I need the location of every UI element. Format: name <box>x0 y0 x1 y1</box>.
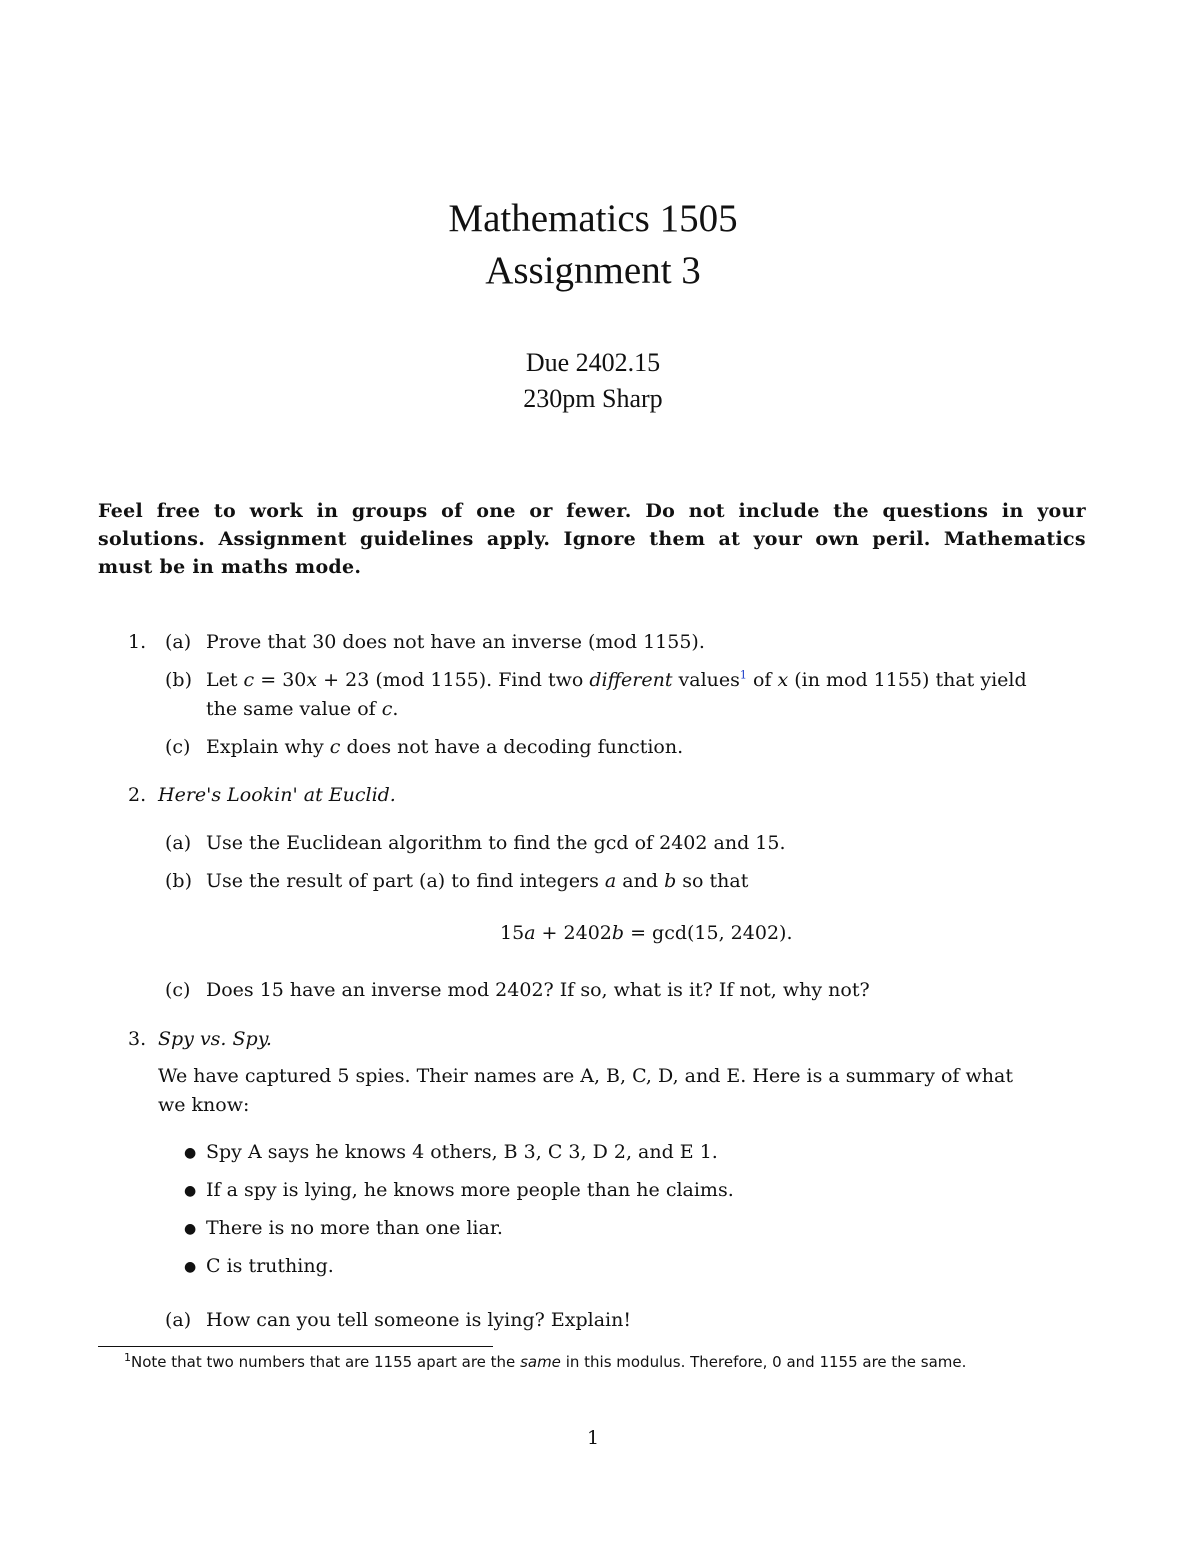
text-run: + 23 (mod 1155). Find two <box>317 669 590 691</box>
footnote-marker[interactable]: 1 <box>739 668 747 682</box>
text-run: Use the result of part (a) to find integers <box>206 870 605 892</box>
due-time: 230pm Sharp <box>523 384 663 413</box>
text-run: (in mod 1155) that yield <box>788 669 1027 691</box>
q3-bullet: Spy A says he knows 4 others, B 3, C 3, D 2, and E 1. <box>206 1141 718 1163</box>
q2-part-b-text <box>206 870 748 892</box>
text-run: Let <box>206 669 244 691</box>
q1-part-b-line-1 <box>206 669 1027 691</box>
instructions-line-3: must be in maths mode. <box>98 556 362 578</box>
question-number: 2. <box>128 784 147 806</box>
q3-bullet: There is no more than one liar. <box>206 1217 503 1239</box>
variable-a: a <box>524 922 536 944</box>
instruction-word: one <box>476 500 516 522</box>
instruction-word: peril. <box>872 528 931 550</box>
text-run: does not have a decoding function. <box>340 736 684 758</box>
variable-b: b <box>611 922 625 944</box>
q2-part-a-text: Use the Euclidean algorithm to find the gcd of 2402 and 15. <box>206 832 786 854</box>
text-run: Explain why <box>206 736 330 758</box>
q3-intro-line-1: We have captured 5 spies. Their names are A, B, C, D, and E. Here is a summary of what <box>158 1065 1013 1087</box>
page-number: 1 <box>586 1427 600 1449</box>
part-label: (a) <box>165 1309 192 1331</box>
bullet-marker: ● <box>184 1221 197 1237</box>
text-run: + 2402 <box>535 922 612 944</box>
text-run: = gcd(15, 2402). <box>624 922 793 944</box>
part-label: (b) <box>165 870 192 892</box>
q3-bullet: If a spy is lying, he knows more people than he claims. <box>206 1179 734 1201</box>
footnote-number: 1 <box>124 1351 131 1364</box>
part-label: (a) <box>165 832 192 854</box>
q3-bullet: C is truthing. <box>206 1255 334 1277</box>
instruction-word: solutions. <box>98 528 206 550</box>
instruction-word: Feel <box>98 500 144 522</box>
document-title: Mathematics 1505 <box>448 197 738 240</box>
instruction-word: your <box>753 528 803 550</box>
variable-c: c <box>329 736 341 758</box>
q1-part-a-text: Prove that 30 does not have an inverse (mod 1155). <box>206 631 705 653</box>
text-run: of <box>746 669 778 691</box>
text-run: Note that two numbers that are 1155 apart are the <box>131 1353 521 1371</box>
emphasis-different: different <box>589 669 673 691</box>
instructions-line-1 <box>98 500 1086 522</box>
text-run: the same value of <box>206 698 382 720</box>
instruction-word: them <box>649 528 706 550</box>
text-run: and <box>616 870 665 892</box>
instruction-word: Mathematics <box>943 528 1086 550</box>
instruction-word: Ignore <box>563 528 637 550</box>
text-run: so that <box>676 870 749 892</box>
q1-part-c-text <box>206 736 683 758</box>
question-number: 1. <box>128 631 147 653</box>
instruction-word: not <box>688 500 725 522</box>
bullet-marker: ● <box>184 1259 197 1275</box>
instruction-word: guidelines <box>359 528 474 550</box>
q3-title: Spy vs. Spy. <box>158 1028 272 1050</box>
document-subtitle: Assignment 3 <box>485 249 701 292</box>
q2-part-c-text: Does 15 have an inverse mod 2402? If so, what is it? If not, why not? <box>206 979 870 1001</box>
part-label: (b) <box>165 669 192 691</box>
instruction-word: work <box>249 500 303 522</box>
footnote-rule <box>98 1346 493 1347</box>
variable-c: c <box>243 669 255 691</box>
instruction-word: in <box>316 500 339 522</box>
instruction-word: of <box>441 500 463 522</box>
q2-title: Here's Lookin' at Euclid. <box>158 784 396 806</box>
part-label: (a) <box>165 631 192 653</box>
part-label: (c) <box>165 979 191 1001</box>
text-run: = 30 <box>254 669 307 691</box>
q3-intro-line-2: we know: <box>158 1094 250 1116</box>
instruction-word: free <box>156 500 201 522</box>
instruction-word: at <box>718 528 741 550</box>
variable-b: b <box>664 870 677 892</box>
variable-a: a <box>604 870 617 892</box>
instruction-word: to <box>213 500 236 522</box>
q1-part-b-line-2 <box>206 698 398 720</box>
q3-part-a-text: How can you tell someone is lying? Explain! <box>206 1309 631 1331</box>
instruction-word: in <box>1001 500 1024 522</box>
instruction-word: groups <box>351 500 428 522</box>
emphasis-same: same <box>520 1353 561 1371</box>
bullet-marker: ● <box>184 1145 197 1161</box>
q2-equation <box>500 922 793 944</box>
instruction-word: the <box>833 500 869 522</box>
instruction-word: apply. <box>486 528 551 550</box>
variable-x: x <box>777 669 789 691</box>
text-run: in this modulus. Therefore, 0 and 1155 are the same. <box>560 1353 967 1371</box>
text-run: 15 <box>500 922 525 944</box>
instruction-word: or <box>529 500 553 522</box>
text-run: . <box>392 698 399 720</box>
instruction-word: own <box>815 528 860 550</box>
question-number: 3. <box>128 1028 147 1050</box>
instruction-word: fewer. <box>566 500 632 522</box>
text-run: values <box>672 669 740 691</box>
part-label: (c) <box>165 736 191 758</box>
instruction-word: questions <box>882 500 989 522</box>
variable-x: x <box>306 669 318 691</box>
instruction-word: Do <box>645 500 676 522</box>
instruction-word: include <box>738 500 820 522</box>
instruction-word: your <box>1037 500 1086 522</box>
bullet-marker: ● <box>184 1183 197 1199</box>
instructions-line-2 <box>98 528 1086 550</box>
variable-c: c <box>381 698 393 720</box>
instruction-word: Assignment <box>218 528 347 550</box>
due-date: Due 2402.15 <box>525 348 661 377</box>
footnote <box>124 1353 966 1371</box>
